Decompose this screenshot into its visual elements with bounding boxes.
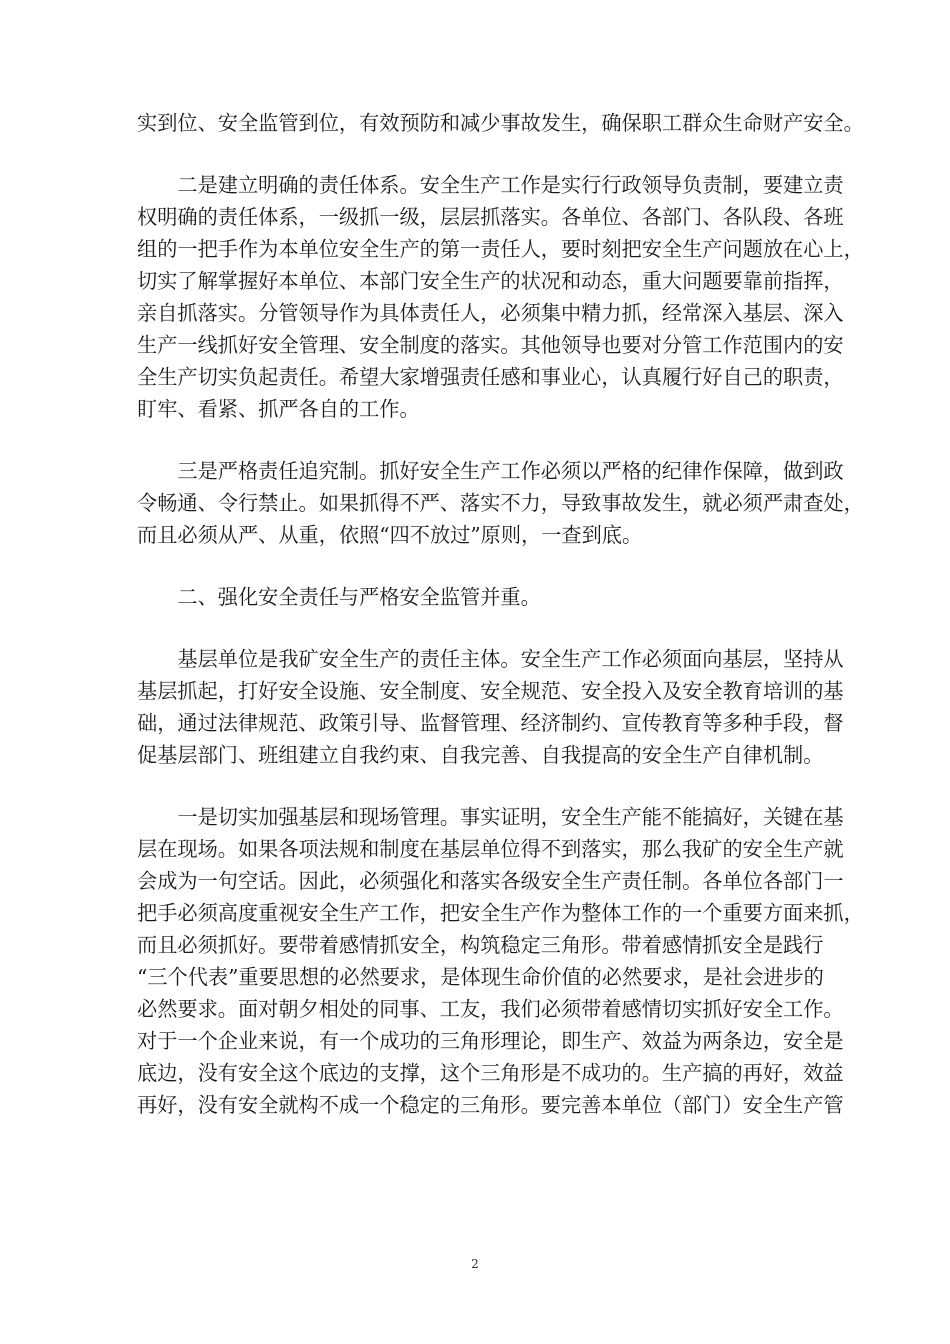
text-line: 把手必须高度重视安全生产工作，把安全生产作为整体工作的一个重要方面来抓， <box>137 901 864 925</box>
text-line: 而且必须从严、从重，依照“四不放过”原则，一查到底。 <box>137 523 643 547</box>
paragraph-1 <box>137 107 864 139</box>
text-line: 生产一线抓好安全管理、安全制度的落实。其他领导也要对分管工作范围内的安 <box>137 333 844 357</box>
text-line: 础，通过法律规范、政策引导、监督管理、经济制约、宣传教育等多种手段，督 <box>137 711 844 735</box>
text-line: 二是建立明确的责任体系。安全生产工作是实行行政领导负责制，要建立责 <box>137 173 844 197</box>
page-number: 2 <box>471 1257 479 1271</box>
text-line: 全生产切实负起责任。希望大家增强责任感和事业心，认真履行好自己的职责， <box>137 365 844 389</box>
text-line: 基层抓起，打好安全设施、安全制度、安全规范、安全投入及安全教育培训的基 <box>137 679 844 703</box>
text-line: 切实了解掌握好本单位、本部门安全生产的状况和动态，重大问题要靠前指挥， <box>137 269 844 293</box>
text-line: 基层单位是我矿安全生产的责任主体。安全生产工作必须面向基层，坚持从 <box>137 647 844 671</box>
paragraph-4 <box>137 643 844 771</box>
text-line: 令畅通、令行禁止。如果抓得不严、落实不力，导致事故发生，就必须严肃查处， <box>137 491 864 515</box>
text-line: 三是严格责任追究制。抓好安全生产工作必须以严格的纪律作保障，做到政 <box>137 459 844 483</box>
text-line: 亲自抓落实。分管领导作为具体责任人，必须集中精力抓，经常深入基层、深入 <box>137 301 844 325</box>
text-line: 而且必须抓好。要带着感情抓安全，构筑稳定三角形。带着感情抓安全是践行 <box>137 933 824 957</box>
text-line: 盯牢、看紧、抓严各自的工作。 <box>137 397 420 421</box>
text-line: 再好，没有安全就构不成一个稳定的三角形。要完善本单位（部门）安全生产管 <box>137 1093 844 1117</box>
text-line: “三个代表”重要思想的必然要求，是体现生命价值的必然要求，是社会进步的 <box>137 965 824 989</box>
paragraph-3 <box>137 455 864 551</box>
text-line: 促基层部门、班组建立自我约束、自我完善、自我提高的安全生产自律机制。 <box>137 743 824 767</box>
text-line: 会成为一句空话。因此，必须强化和落实各级安全生产责任制。各单位各部门一 <box>137 869 844 893</box>
text-line: 底边，没有安全这个底边的支撑，这个三角形是不成功的。生产搞的再好，效益 <box>137 1061 844 1085</box>
text-line: 对于一个企业来说，有一个成功的三角形理论，即生产、效益为两条边，安全是 <box>137 1029 844 1053</box>
section-heading <box>137 581 827 613</box>
text-line: 二、强化安全责任与严格安全监管并重。 <box>137 585 541 609</box>
text-line: 实到位、安全监管到位，有效预防和减少事故发生，确保职工群众生命财产安全。 <box>137 111 864 135</box>
paragraph-2 <box>137 169 864 425</box>
document-body <box>137 107 864 1121</box>
text-line: 组的一把手作为本单位安全生产的第一责任人，要时刻把安全生产问题放在心上， <box>137 237 864 261</box>
text-line: 必然要求。面对朝夕相处的同事、工友，我们必须带着感情切实抓好安全工作。 <box>137 997 844 1021</box>
paragraph-5 <box>137 801 864 1121</box>
text-line: 一是切实加强基层和现场管理。事实证明，安全生产能不能搞好，关键在基 <box>137 805 844 829</box>
text-line: 层在现场。如果各项法规和制度在基层单位得不到落实，那么我矿的安全生产就 <box>137 837 844 861</box>
text-line: 权明确的责任体系，一级抓一级，层层抓落实。各单位、各部门、各队段、各班 <box>137 205 844 229</box>
